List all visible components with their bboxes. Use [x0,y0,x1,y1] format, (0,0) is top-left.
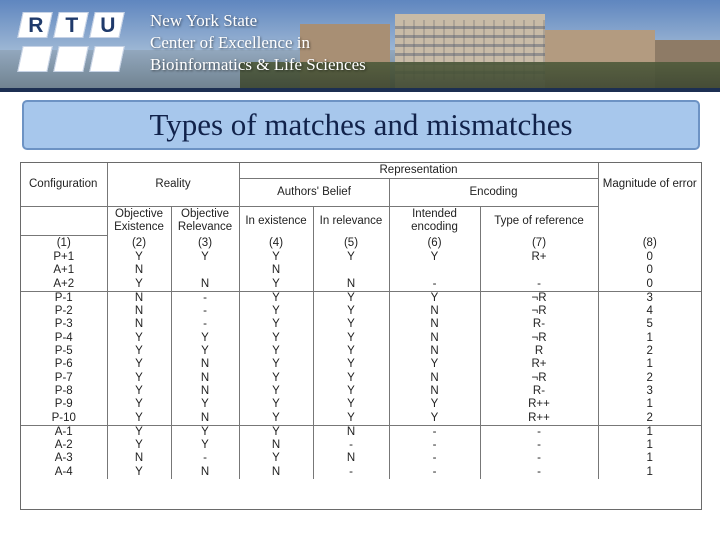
table-cell: 0 [598,278,701,292]
table-row [21,439,701,452]
table-cell: 2 [598,372,701,385]
table-cell: Y [171,439,239,452]
table-cell: Y [239,278,313,292]
table-cell: - [389,425,480,439]
table-cell: 1 [598,332,701,345]
config-cell: P-1 [54,291,73,304]
table-cell: Y [239,412,313,426]
table-cell: 1 [598,466,701,479]
table-cell: N [107,452,171,465]
table-cell [389,264,480,277]
table-cell: 1 [598,358,701,371]
table-row [21,358,701,371]
table-cell: - [313,466,389,479]
config-cell: P-5 [54,345,73,358]
column-number: (2) [107,236,171,252]
table-cell: Y [239,425,313,439]
header-spacer [598,207,701,236]
column-number: (6) [389,236,480,252]
table-row [21,332,701,345]
table-cell: Y [313,318,389,331]
table-cell: - [171,291,239,305]
table-cell: N [389,345,480,358]
header-authors-belief: Authors' Belief [239,179,389,207]
table-cell: - [171,452,239,465]
table-cell: Y [313,291,389,305]
table-cell: Y [107,466,171,479]
table-cell: Y [171,345,239,358]
table-cell: Y [239,358,313,371]
header-encoding: Encoding [389,179,598,207]
config-cell: P+1 [53,251,75,263]
subheader-in-existence: In existence [239,207,313,236]
config-cell: P-3 [54,318,73,331]
table-cell: - [480,452,598,465]
column-number: (1) [56,236,71,249]
table-cell: 1 [598,398,701,411]
config-cell: A+1 [53,264,75,277]
table-cell: Y [389,412,480,426]
table-cell: 1 [598,425,701,439]
table-cell: Y [313,385,389,398]
column-number: (7) [480,236,598,252]
table-cell: Y [107,358,171,371]
table-cell: N [171,372,239,385]
table-cell: N [389,318,480,331]
table-cell [171,264,239,277]
table-cell: R [480,345,598,358]
table-row [21,425,701,439]
table-cell: 1 [598,439,701,452]
table-cell: - [171,318,239,331]
table-cell: N [313,425,389,439]
table-cell: - [480,466,598,479]
table-cell: ¬R [480,305,598,318]
table-cell: Y [107,251,171,264]
config-cell: A-4 [54,465,73,478]
logo-cell [17,12,53,38]
table-cell: 3 [598,291,701,305]
table-row [21,466,701,479]
table-cell: R+ [480,251,598,264]
table-cell: Y [313,251,389,264]
subheader-objective-relevance: Objective Relevance [171,207,239,236]
table-cell: Y [107,372,171,385]
table-row [21,305,701,318]
config-cell: A-3 [54,452,73,465]
table-row [21,318,701,331]
table-cell: Y [313,358,389,371]
table-cell: Y [171,425,239,439]
header-magnitude: Magnitude of error [598,163,701,207]
table-cell: R- [480,318,598,331]
table-cell: N [239,264,313,277]
table-cell: Y [389,291,480,305]
table-cell: R++ [480,398,598,411]
slide-title: Types of matches and mismatches [149,107,573,142]
table-cell: Y [389,398,480,411]
table-body [21,251,701,479]
table-cell: 5 [598,318,701,331]
column-number: (5) [313,236,389,252]
table-cell: Y [239,251,313,264]
table-cell: ¬R [480,291,598,305]
config-cell: A+2 [21,278,107,292]
table-cell: ¬R [480,372,598,385]
table-row [21,264,701,277]
table-cell: Y [107,345,171,358]
table-cell: N [313,278,389,292]
table-cell: 0 [598,264,701,277]
table-cell: Y [313,345,389,358]
logo-cell [53,12,89,38]
subheader-type-of-reference: Type of reference [480,207,598,236]
table-cell: N [389,305,480,318]
config-cell: A-2 [54,439,73,452]
table-row [21,372,701,385]
header-spacer [21,207,107,236]
logo-cell [17,46,53,72]
logo-cell [89,12,125,38]
table-cell: N [389,385,480,398]
table-cell: N [313,452,389,465]
table-cell: Y [171,332,239,345]
table-cell: - [389,452,480,465]
table-cell [313,264,389,277]
table-cell: N [107,291,171,305]
table-cell: 3 [598,385,701,398]
logo-cell [89,46,125,72]
table-cell: Y [171,251,239,264]
table-row [21,278,701,292]
table-cell: Y [313,398,389,411]
table-cell: N [389,332,480,345]
table-cell: 2 [598,345,701,358]
table-cell: Y [107,398,171,411]
subheader-objective-existence: Objective Existence [107,207,171,236]
table-cell: N [107,264,171,277]
config-cell: P-8 [54,384,73,397]
table-cell: N [389,372,480,385]
table-cell: N [171,358,239,371]
column-number: (8) [598,236,701,252]
table-cell: N [107,305,171,318]
table-cell: Y [239,305,313,318]
table-cell: - [313,439,389,452]
table-cell: 2 [598,412,701,426]
table-cell: Y [107,439,171,452]
rtu-logo [20,12,138,78]
table-cell: 0 [598,251,701,264]
table-cell: - [389,439,480,452]
table-cell: N [239,466,313,479]
table-cell: N [171,412,239,426]
matches-table-container [20,162,702,510]
slide-title-bar [22,100,700,150]
table-cell: N [171,278,239,292]
subheader-intended-encoding: Intended encoding [389,207,480,236]
table-cell: Y [107,412,171,426]
table-row [21,398,701,411]
table-cell: Y [107,332,171,345]
header-reality: Reality [107,163,239,207]
institution-line: Bioinformatics & Life Sciences [150,55,366,74]
config-cell: A-1 [54,425,73,438]
table-cell: R- [480,385,598,398]
config-cell: P-6 [54,358,73,371]
table-cell: Y [239,372,313,385]
table-cell: Y [239,332,313,345]
table-cell: ¬R [480,332,598,345]
table-row [21,251,701,264]
table-cell: - [389,278,480,292]
table-cell [480,264,598,277]
table-cell: Y [313,412,389,426]
matches-table [21,163,701,479]
table-cell: N [171,385,239,398]
table-cell: Y [239,345,313,358]
config-cell: P-10 [21,412,107,426]
logo-letter: T [65,14,79,37]
subheader-in-relevance: In relevance [313,207,389,236]
institution-name [150,10,366,76]
config-cell: P-9 [54,398,73,411]
config-cell: P-4 [54,331,73,344]
table-cell: Y [313,372,389,385]
table-cell: N [171,466,239,479]
table-cell: - [389,466,480,479]
table-row [21,291,701,305]
table-cell: N [107,318,171,331]
table-cell: Y [107,385,171,398]
logo-cell [53,46,89,72]
table-row [21,345,701,358]
table-cell: R+ [480,358,598,371]
table-cell: - [480,278,598,292]
config-cell: P-2 [54,305,73,318]
column-number: (4) [239,236,313,252]
table-cell: Y [239,398,313,411]
table-cell: - [480,439,598,452]
table-cell: Y [239,291,313,305]
header-configuration: Configuration [21,163,107,207]
table-cell: Y [313,332,389,345]
table-cell: - [480,425,598,439]
table-cell: Y [313,305,389,318]
table-cell: Y [389,358,480,371]
table-cell: Y [107,278,171,292]
header-divider [0,88,720,92]
table-cell: Y [389,251,480,264]
table-cell: Y [239,385,313,398]
table-cell: Y [239,318,313,331]
table-cell: Y [239,452,313,465]
table-cell: Y [171,398,239,411]
header-representation: Representation [239,163,598,179]
table-row [21,385,701,398]
table-row [21,412,701,426]
logo-letter: U [100,14,116,37]
institution-line: Center of Excellence in [150,33,311,52]
table-cell: N [239,439,313,452]
config-cell: P-7 [54,371,73,384]
column-number: (3) [171,236,239,252]
table-cell: R++ [480,412,598,426]
table-cell: - [171,305,239,318]
table-cell: Y [107,425,171,439]
logo-letter: R [28,14,44,37]
institution-line: New York State [150,11,258,30]
table-cell: 4 [598,305,701,318]
table-row [21,452,701,465]
table-cell: 1 [598,452,701,465]
header-banner [0,0,720,92]
